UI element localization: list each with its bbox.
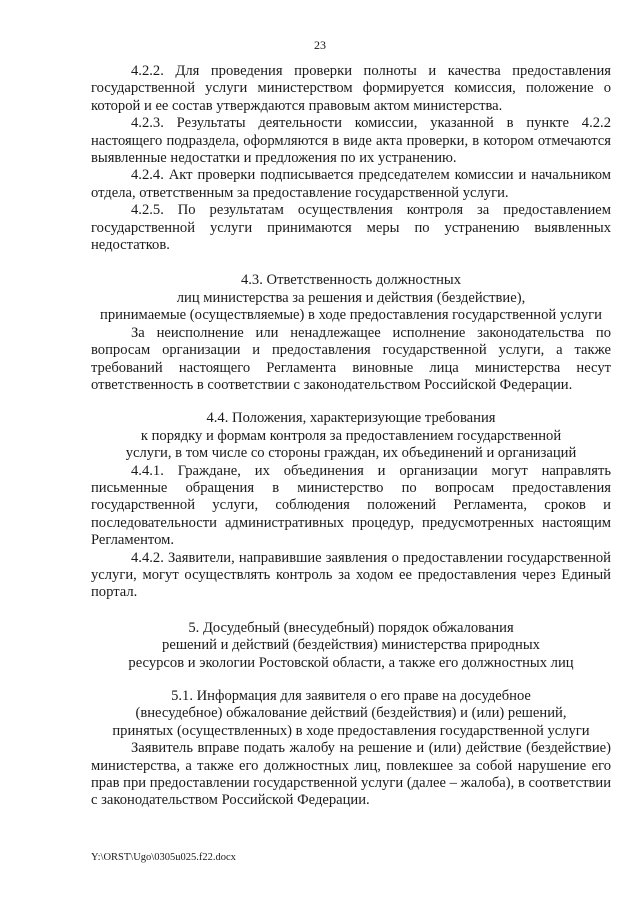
section-heading-5-1 bbox=[91, 688, 611, 740]
heading-line: 5. Досудебный (внесудебный) порядок обжалования bbox=[188, 619, 514, 636]
paragraph-4-2-3: 4.2.3. Результаты деятельности комиссии, указанной в пункте 4.2.2 настоящего подраздела, оформляются в виде акта проверки, в котором отмечаются выявленные недостатки и предложения по их устранению. bbox=[91, 115, 611, 167]
document-body bbox=[91, 63, 611, 810]
paragraph-5-1: Заявитель вправе подать жалобу на решение и (или) действие (бездействие) министерства, а также его должностных лиц, повлекшее за собой нарушение его прав при предоставлении государственной услуги (далее – жалоба), в соответствии с законодательством Российской Федерации. bbox=[91, 740, 611, 809]
section-heading-4-3 bbox=[91, 272, 611, 324]
section-heading-4-4 bbox=[91, 410, 611, 462]
heading-line: услуги, в том числе со стороны граждан, их объединений и организаций bbox=[125, 445, 577, 462]
paragraph-4-2-2: 4.2.2. Для проведения проверки полноты и качества предоставления государственной услуги министерством формируется комиссия, положение о которой и ее состав утверждаются правовым актом министерства. bbox=[91, 63, 611, 114]
paragraph-4-2-5: 4.2.5. По результатам осуществления контроля за предоставлением государственной услуги принимаются меры по устранению выявленных недостатков. bbox=[91, 202, 611, 254]
paragraph-4-4-1: 4.4.1. Граждане, их объединения и организации могут направлять письменные обращения в министерство по вопросам предоставления государственной услуги, соблюдения положений Регламента, сроков и последовательности административных процедур, предусмотренных настоящим Регламентом. bbox=[91, 462, 611, 549]
heading-line: принятых (осуществленных) в ходе предоставления государственной услуги bbox=[112, 722, 590, 739]
heading-line: 5.1. Информация для заявителя о его праве на досудебное bbox=[171, 688, 531, 704]
paragraph-4-4-2: 4.4.2. Заявители, направившие заявления о предоставлении государственной услуги, могут осуществлять контроль за ходом ее предоставления через Единый портал. bbox=[91, 549, 611, 601]
paragraph-4-3: За неисполнение или ненадлежащее исполнение законодательства по вопросам организации и предоставления государственной услуги, а также требований настоящего Регламента виновные лица министерства несут ответственность в соответствии с законодательством Российской Федерации. bbox=[91, 324, 611, 393]
heading-line: 4.3. Ответственность должностных bbox=[240, 272, 461, 289]
footer-file-path: Y:\ORST\Ugo\0305u025.f22.docx bbox=[91, 852, 236, 863]
heading-line: к порядку и формам контроля за предоставлением государственной bbox=[140, 427, 562, 444]
heading-line: лиц министерства за решения и действия (бездействие), bbox=[176, 289, 526, 306]
heading-line: (внесудебное) обжалование действий (бездействия) и (или) решений, bbox=[135, 705, 567, 722]
paragraph-4-2-4: 4.2.4. Акт проверки подписывается председателем комиссии и начальником отдела, ответственным за предоставление государственной услуги. bbox=[91, 167, 611, 201]
heading-line: решений и действий (бездействия) министерства природных bbox=[162, 637, 540, 654]
heading-line: принимаемые (осуществляемые) в ходе предоставления государственной услуги bbox=[100, 307, 602, 324]
heading-line: 4.4. Положения, характеризующие требования bbox=[206, 410, 496, 427]
heading-line: ресурсов и экологии Ростовской области, а также его должностных лиц bbox=[128, 654, 574, 671]
section-heading-5 bbox=[91, 620, 611, 672]
page-number: 23 bbox=[314, 38, 326, 52]
